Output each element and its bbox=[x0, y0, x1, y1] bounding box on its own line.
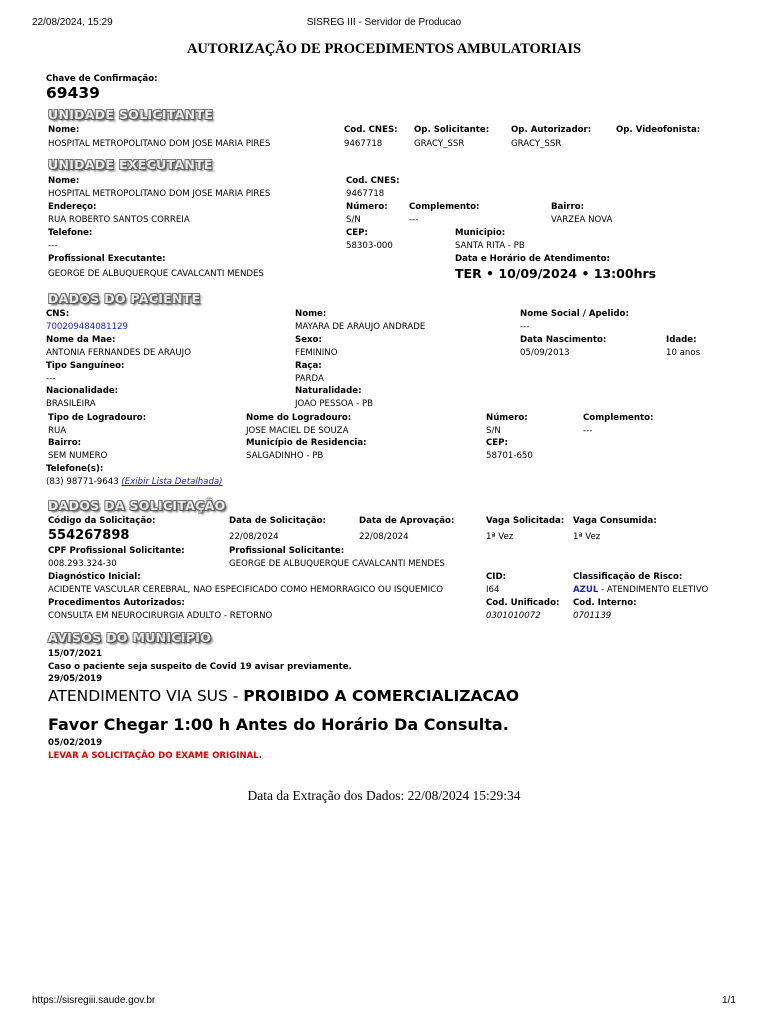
ue-profissional: GEORGE DE ALBUQUERQUE CAVALCANTI MENDES bbox=[48, 269, 264, 279]
sol-cod-int: 0701139 bbox=[573, 611, 612, 621]
pac-cns-label: CNS: bbox=[46, 309, 70, 319]
ue-bairro: VARZEA NOVA bbox=[551, 215, 613, 225]
pac-numero-label: Número: bbox=[486, 413, 528, 423]
pac-nome-label: Nome: bbox=[295, 309, 327, 319]
us-op-autorizador-label: Op. Autorizador: bbox=[511, 125, 592, 135]
ue-data-label: Data e Horário de Atendimento: bbox=[455, 254, 610, 264]
sol-proc: CONSULTA EM NEUROCIRURGIA ADULTO - RETORNO bbox=[48, 611, 273, 621]
aviso-msg-1: Caso o paciente seja suspeito de Covid 19 avisar previamente. bbox=[48, 662, 352, 672]
us-cnes-label: Cod. CNES: bbox=[344, 125, 398, 135]
sol-data-aprov-label: Data de Aprovação: bbox=[359, 516, 455, 526]
sol-cid-label: CID: bbox=[486, 572, 507, 582]
data-extracao: Data da Extração dos Dados: 22/08/2024 15:29:34 bbox=[247, 788, 521, 803]
ue-endereco: RUA ROBERTO SANTOS CORREIA bbox=[48, 215, 190, 225]
sol-proc-label: Procedimentos Autorizados: bbox=[48, 598, 185, 608]
pac-logradouro-nome: JOSE MACIEL DE SOUZA bbox=[246, 426, 349, 436]
pac-nascimento-label: Data Nascimento: bbox=[520, 335, 607, 345]
sol-vaga-solic: 1ª Vez bbox=[486, 532, 514, 542]
pac-telefone: (83) 98771-9643 bbox=[46, 477, 119, 487]
sol-vaga-cons: 1ª Vez bbox=[573, 532, 601, 542]
pac-nacionalidade: BRASILEIRA bbox=[46, 399, 96, 409]
sol-cpf: 008.293.324-30 bbox=[48, 559, 117, 569]
document-title: AUTORIZAÇÃO DE PROCEDIMENTOS AMBULATORIAIS bbox=[186, 41, 582, 57]
us-op-videofonista-label: Op. Videofonista: bbox=[616, 125, 701, 135]
ue-cnes: 9467718 bbox=[346, 189, 385, 199]
ue-numero: S/N bbox=[346, 215, 361, 225]
sol-codigo: 554267898 bbox=[48, 528, 130, 543]
print-footer-page: 1/1 bbox=[722, 995, 736, 1006]
pac-sexo-label: Sexo: bbox=[295, 335, 322, 345]
sol-diag-label: Diagnóstico Inicial: bbox=[48, 572, 141, 582]
ue-cep-label: CEP: bbox=[346, 228, 368, 238]
pac-logradouro-nome-label: Nome do Logradouro: bbox=[246, 413, 352, 423]
us-op-solicitante: GRACY_SSR bbox=[414, 139, 465, 149]
us-cnes: 9467718 bbox=[344, 139, 383, 149]
pac-bairro: SEM NUMERO bbox=[48, 451, 108, 461]
ue-endereco-label: Endereço: bbox=[48, 202, 97, 212]
sol-cid: I64 bbox=[486, 585, 500, 595]
us-nome: HOSPITAL METROPOLITANO DOM JOSE MARIA PIRES bbox=[48, 139, 271, 149]
pac-complemento: --- bbox=[583, 426, 593, 436]
pac-nascimento: 05/09/2013 bbox=[520, 348, 570, 358]
pac-logradouro-tipo: RUA bbox=[48, 426, 67, 436]
aviso-levar: LEVAR A SOLICITAÇÃO DO EXAME ORIGINAL. bbox=[48, 751, 263, 761]
sol-risco bbox=[573, 585, 708, 595]
exibir-lista-link[interactable]: (Exibir Lista Detalhada) bbox=[121, 477, 223, 487]
ue-profissional-label: Profissional Executante: bbox=[48, 254, 166, 264]
ue-municipio-label: Municipio: bbox=[455, 228, 506, 238]
sol-data-solic-label: Data de Solicitação: bbox=[229, 516, 326, 526]
us-op-autorizador: GRACY_SSR bbox=[511, 139, 562, 149]
pac-complemento-label: Complemento: bbox=[583, 413, 654, 423]
ue-cep: 58303-000 bbox=[346, 241, 393, 251]
pac-sangue: --- bbox=[46, 374, 56, 384]
sol-codigo-label: Código da Solicitação: bbox=[48, 516, 156, 526]
ue-nome: HOSPITAL METROPOLITANO DOM JOSE MARIA PIRES bbox=[48, 189, 271, 199]
us-op-solicitante-label: Op. Solicitante: bbox=[414, 125, 490, 135]
aviso-date-1: 15/07/2021 bbox=[48, 649, 103, 659]
ue-telefone-label: Telefone: bbox=[48, 228, 93, 238]
sol-diag: ACIDENTE VASCULAR CEREBRAL, NAO ESPECIFICADO COMO HEMORRAGICO OU ISQUEMICO bbox=[48, 585, 444, 595]
pac-naturalidade-label: Naturalidade: bbox=[295, 386, 362, 396]
pac-nome: MAYARA DE ARAUJO ANDRADE bbox=[295, 322, 426, 332]
sol-data-aprov: 22/08/2024 bbox=[359, 532, 409, 542]
section-unidade-executante: UNIDADE EXECUTANTE bbox=[48, 157, 213, 172]
sol-cod-int-label: Cod. Interno: bbox=[573, 598, 637, 608]
pac-numero: S/N bbox=[486, 426, 501, 436]
pac-nome-social: --- bbox=[520, 322, 530, 332]
pac-idade-label: Idade: bbox=[666, 335, 697, 345]
ue-complemento: --- bbox=[409, 215, 419, 225]
pac-raca-label: Raça: bbox=[295, 361, 322, 371]
pac-mae-label: Nome da Mae: bbox=[46, 335, 116, 345]
ue-telefone: --- bbox=[48, 241, 58, 251]
sol-cod-unif: 0301010072 bbox=[486, 611, 541, 621]
sol-vaga-solic-label: Vaga Solicitada: bbox=[486, 516, 565, 526]
aviso-chegar: Favor Chegar 1:00 h Antes do Horário Da Consulta. bbox=[48, 715, 509, 734]
section-dados-paciente: DADOS DO PACIENTE bbox=[48, 291, 201, 306]
aviso-date-2: 29/05/2019 bbox=[48, 674, 103, 684]
sol-risco-label: Classificação de Risco: bbox=[573, 572, 683, 582]
ue-cnes-label: Cod. CNES: bbox=[346, 176, 400, 186]
aviso-date-3: 05/02/2019 bbox=[48, 738, 103, 748]
sol-cpf-label: CPF Profissional Solicitante: bbox=[48, 546, 185, 556]
ue-data-atendimento: TER • 10/09/2024 • 13:00hrs bbox=[455, 266, 657, 281]
pac-bairro-label: Bairro: bbox=[48, 438, 82, 448]
print-footer-url: https://sisregiii.saude.gov.br bbox=[32, 995, 156, 1006]
aviso-sus-a: ATENDIMENTO VIA SUS - bbox=[48, 687, 244, 705]
pac-raca: PARDA bbox=[295, 374, 324, 384]
sol-prof-label: Profissional Solicitante: bbox=[229, 546, 345, 556]
pac-cep: 58701-650 bbox=[486, 451, 533, 461]
pac-naturalidade: JOAO PESSOA - PB bbox=[295, 399, 374, 409]
sol-data-solic: 22/08/2024 bbox=[229, 532, 279, 542]
ue-municipio: SANTA RITA - PB bbox=[455, 241, 525, 251]
pac-telefones-label: Telefone(s): bbox=[46, 464, 104, 474]
ue-bairro-label: Bairro: bbox=[551, 202, 585, 212]
pac-sangue-label: Tipo Sanguíneo: bbox=[46, 361, 125, 371]
pac-mae: ANTONIA FERNANDES DE ARAUJO bbox=[46, 348, 191, 358]
pac-cns-link[interactable]: 700209484081129 bbox=[46, 322, 129, 332]
pac-municipio-label: Município de Residencia: bbox=[246, 438, 367, 448]
risco-texto: - ATENDIMENTO ELETIVO bbox=[598, 585, 709, 595]
pac-logradouro-tipo-label: Tipo de Logradouro: bbox=[48, 413, 147, 423]
section-dados-solicitacao: DADOS DA SOLICITAÇÃO bbox=[48, 498, 226, 513]
chave-label: Chave de Confirmação: bbox=[46, 74, 158, 84]
pac-municipio: SALGADINHO - PB bbox=[246, 451, 324, 461]
pac-nacionalidade-label: Nacionalidade: bbox=[46, 386, 119, 396]
pac-idade: 10 anos bbox=[666, 348, 701, 358]
section-avisos-municipio: AVISOS DO MUNICIPIO bbox=[48, 630, 212, 645]
pac-telefones bbox=[46, 477, 223, 487]
sol-vaga-cons-label: Vaga Consumida: bbox=[573, 516, 657, 526]
print-page-title: SISREG III - Servidor de Producao bbox=[306, 17, 462, 28]
pac-sexo: FEMININO bbox=[295, 348, 338, 358]
chave-value: 69439 bbox=[46, 84, 100, 102]
us-nome-label: Nome: bbox=[48, 125, 80, 135]
pac-nome-social-label: Nome Social / Apelido: bbox=[520, 309, 629, 319]
pac-cep-label: CEP: bbox=[486, 438, 508, 448]
risco-cor: AZUL bbox=[573, 585, 599, 595]
ue-numero-label: Número: bbox=[346, 202, 388, 212]
sol-cod-unif-label: Cod. Unificado: bbox=[486, 598, 560, 608]
section-unidade-solicitante: UNIDADE SOLICITANTE bbox=[48, 107, 214, 122]
ue-complemento-label: Complemento: bbox=[409, 202, 480, 212]
sol-prof: GEORGE DE ALBUQUERQUE CAVALCANTI MENDES bbox=[229, 559, 445, 569]
ue-nome-label: Nome: bbox=[48, 176, 80, 186]
aviso-sus-b: PROIBIDO A COMERCIALIZACAO bbox=[243, 687, 520, 705]
aviso-sus-line bbox=[48, 687, 519, 705]
print-datetime: 22/08/2024, 15:29 bbox=[32, 17, 113, 28]
